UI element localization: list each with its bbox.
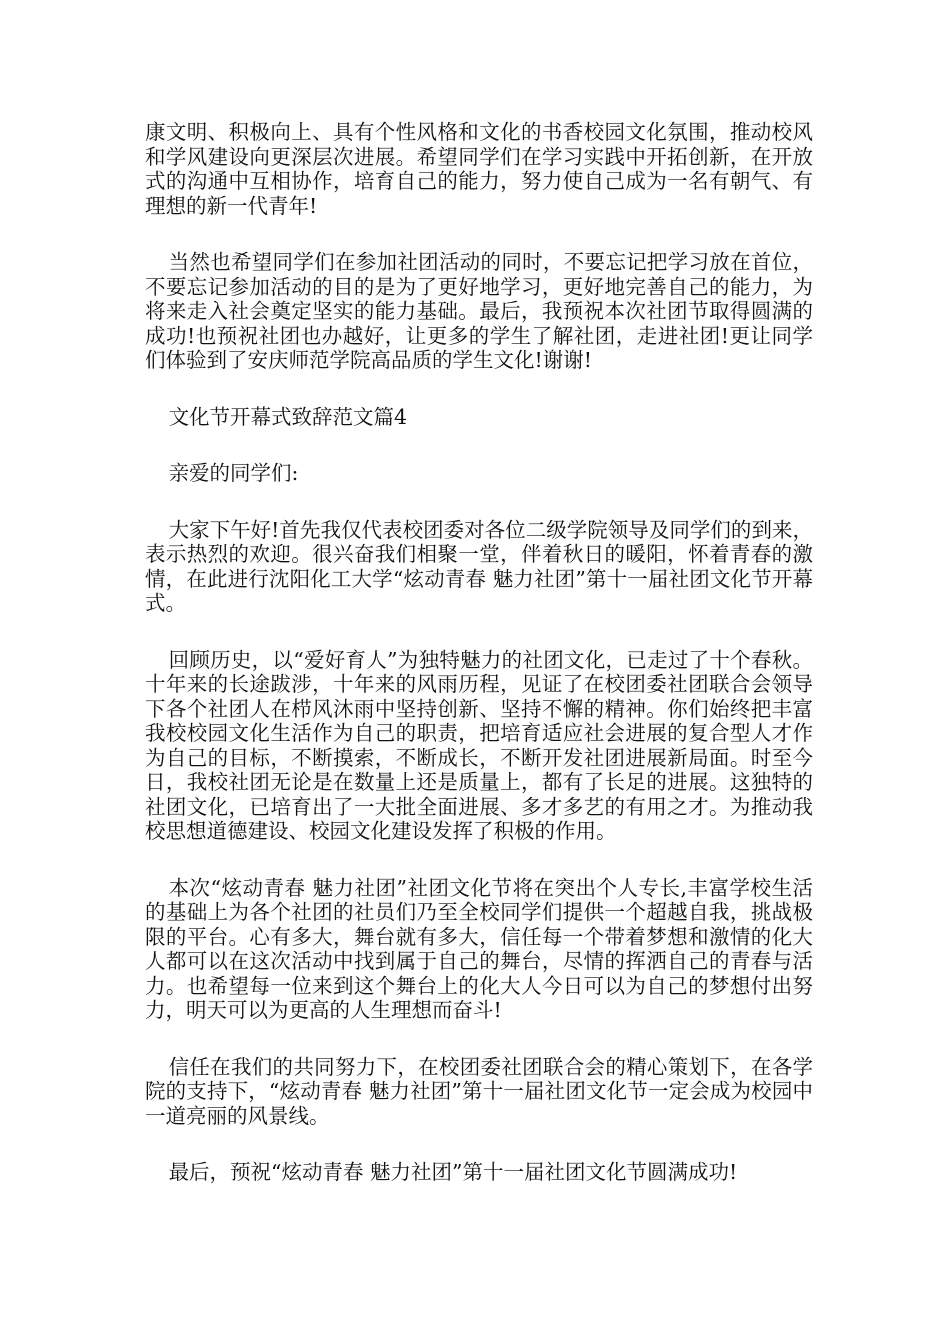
document-body <box>145 120 813 1217</box>
paragraph-history: 回顾历史，以“爱好育人”为独特魅力的社团文化，已走过了十个春秋。十年来的长途跋涉，十年来的风雨历程，见证了在校团委社团联合会领导下各个社团人在栉风沐雨中坚持创新、坚持不懈的精神。你们始终把丰富我校校园文化生活作为自己的职责，把培育适应社会进展的复合型人才作为自己的目标，不断摸索，不断成长，不断开发社团进展新局面。时至今日，我校社团无论是在数量上还是质量上，都有了长足的进展。这独特的社团文化，已培育出了一大批全面进展、多才多艺的有用之才。为推动我校思想道德建设、校园文化建设发挥了积极的作用。 <box>145 647 813 843</box>
paragraph-trust: 信任在我们的共同努力下，在校团委社团联合会的精心策划下，在各学院的支持下，“炫动青春 魅力社团”第十一届社团文化节一定会成为校园中一道亮丽的风景线。 <box>145 1054 813 1128</box>
paragraph-welcome: 大家下午好!首先我仅代表校团委对各位二级学院领导及同学们的到来，表示热烈的欢迎。很兴奋我们相聚一堂，伴着秋日的暖阳，怀着青春的激情，在此进行沈阳化工大学“炫动青春 魅力社团”第十一届社团文化节开幕式。 <box>145 517 813 615</box>
paragraph-festival: 本次“炫动青春 魅力社团”社团文化节将在突出个人专长,丰富学校生活的基础上为各个社团的社员们乃至全校同学们提供一个超越自我，挑战极限的平台。心有多大，舞台就有多大，信任每一个带着梦想和激情的化大人都可以在这次活动中找到属于自己的舞台，尽情的挥洒自己的青春与活力。也希望每一位来到这个舞台上的化大人今日可以为自己的梦想付出努力，明天可以为更高的人生理想而奋斗! <box>145 875 813 1022</box>
paragraph-closing: 最后，预祝“炫动青春 魅力社团”第十一届社团文化节圆满成功! <box>168 1160 738 1184</box>
salutation: 亲爱的同学们: <box>168 461 299 485</box>
paragraph-wishes: 当然也希望同学们在参加社团活动的同时，不要忘记把学习放在首位，不要忘记参加活动的目的是为了更好地学习，更好地完善自己的能力，为将来走入社会奠定坚实的能力基础。最后，我预祝本次社团节取得圆满的成功!也预祝社团也办越好，让更多的学生了解社团，走进社团!更让同学们体验到了安庆师范学院高品质的学生文化!谢谢! <box>145 250 813 372</box>
paragraph-continuation: 康文明、积极向上、具有个性风格和文化的书香校园文化氛围，推动校风和学风建设向更深层次进展。希望同学们在学习实践中开拓创新，在开放式的沟通中互相协作，培育自己的能力，努力使自己成为一名有朝气、有理想的新一代青年! <box>145 120 813 218</box>
section-heading: 文化节开幕式致辞范文篇4 <box>168 404 408 429</box>
